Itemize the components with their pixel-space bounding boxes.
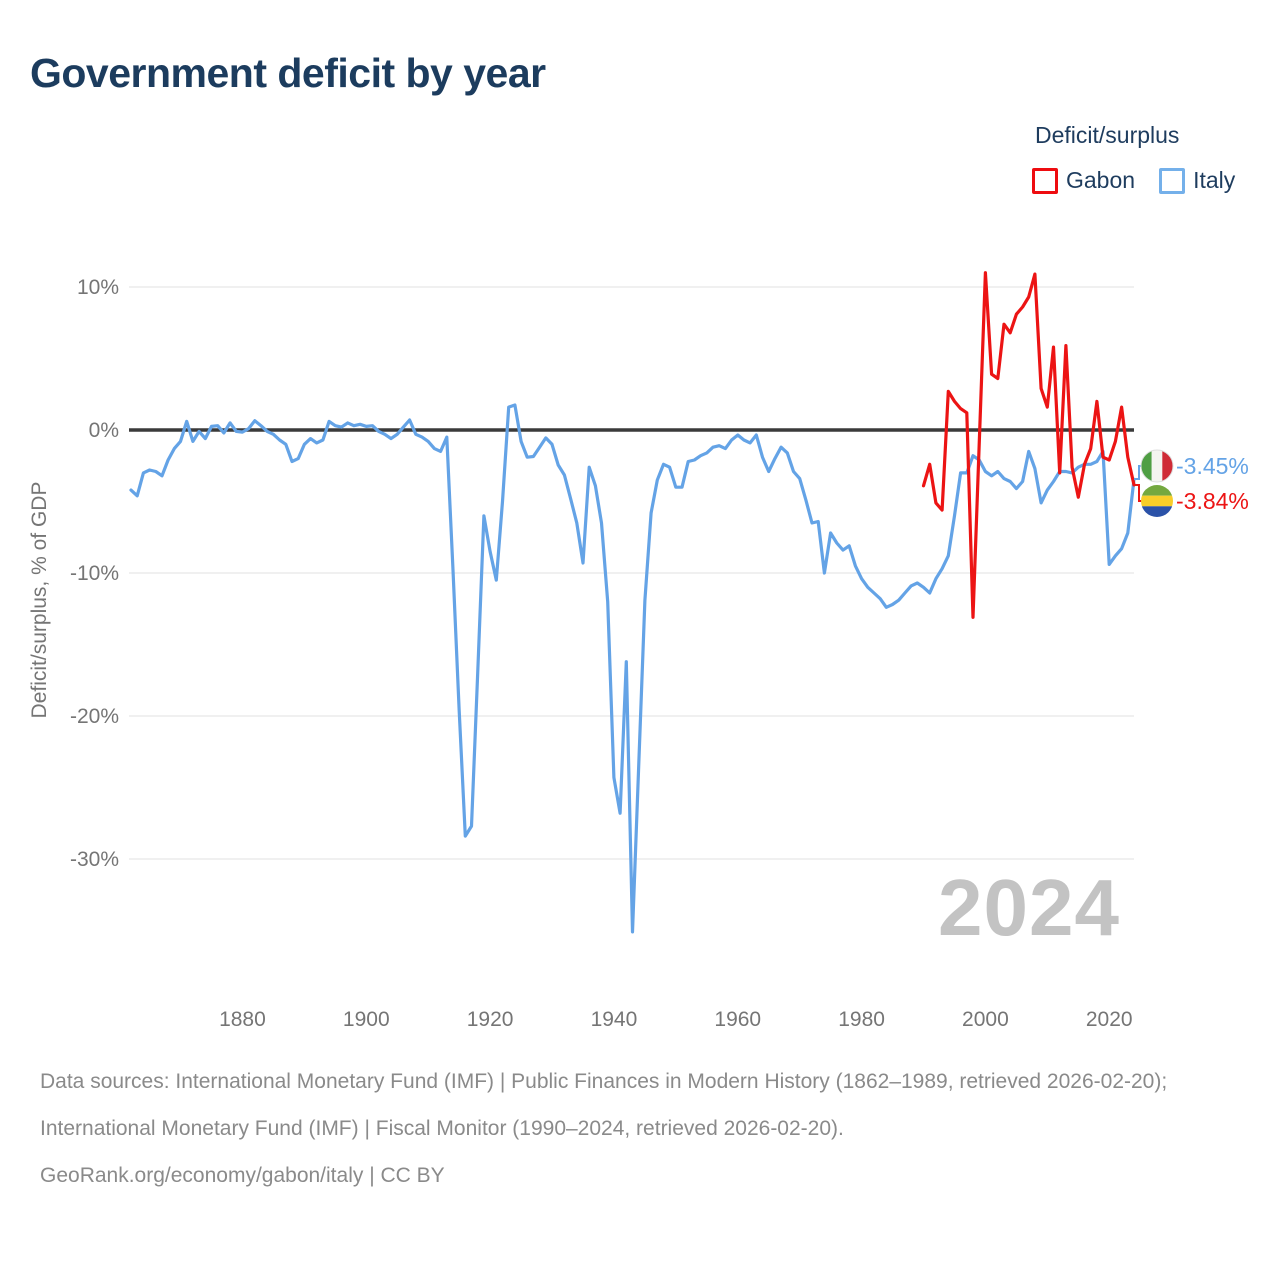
footer [40,1058,1245,1199]
x-tick-label: 1980 [838,1008,885,1031]
x-tick-label: 1940 [590,1008,638,1031]
series-layer [131,273,1134,932]
gabon-line [924,273,1135,618]
italy-flag-white-band [1152,450,1163,482]
italy-line [131,405,1134,932]
x-tick-label: 1960 [714,1008,762,1031]
gabon-flag-green-band [1141,485,1173,496]
x-tick-label: 1920 [466,1008,514,1031]
italy-end-value-label: -3.45% [1176,453,1249,479]
x-tick-label: 1900 [342,1008,390,1031]
legend-item-gabon-label: Gabon [1066,167,1136,193]
y-tick-label: -10% [69,562,119,585]
attribution-text: GeoRank.org/economy/gabon/italy | CC BY [40,1164,445,1187]
italy-flag-red-band [1162,450,1173,482]
data-sources-text: Data sources: International Monetary Fund (IMF) | Public Finances in Modern History (1862–1989, retrieved 2026-02-20); International Monetary Fund (IMF) | Fiscal Monitor (1990–2024, retrieved 2026-02-20). [40,1070,1168,1140]
gabon-end-value-label: -3.84% [1176,488,1249,514]
x-tick-label: 2000 [962,1008,1009,1031]
y-tick-label: 10% [76,276,119,299]
y-axis-title: Deficit/surplus, % of GDP [28,481,51,719]
x-tick-label: 2020 [1085,1008,1133,1031]
y-tick-label: 0% [88,419,119,442]
gabon-flag-icon [1141,485,1173,517]
gabon-flag-yellow-band [1141,496,1173,507]
annotation-layer [28,450,1249,718]
y-tick-label: -20% [69,705,119,728]
x-tick-label: 1880 [219,1008,266,1031]
watermark-year: 2024 [938,863,1120,952]
italy-flag-green-band [1141,450,1152,482]
gabon-flag-blue-band [1141,506,1173,517]
page-title: Government deficit by year [30,50,546,96]
legend-title: Deficit/surplus [1035,122,1180,148]
legend-item-italy-label: Italy [1193,167,1236,193]
y-tick-label: -30% [69,848,119,871]
